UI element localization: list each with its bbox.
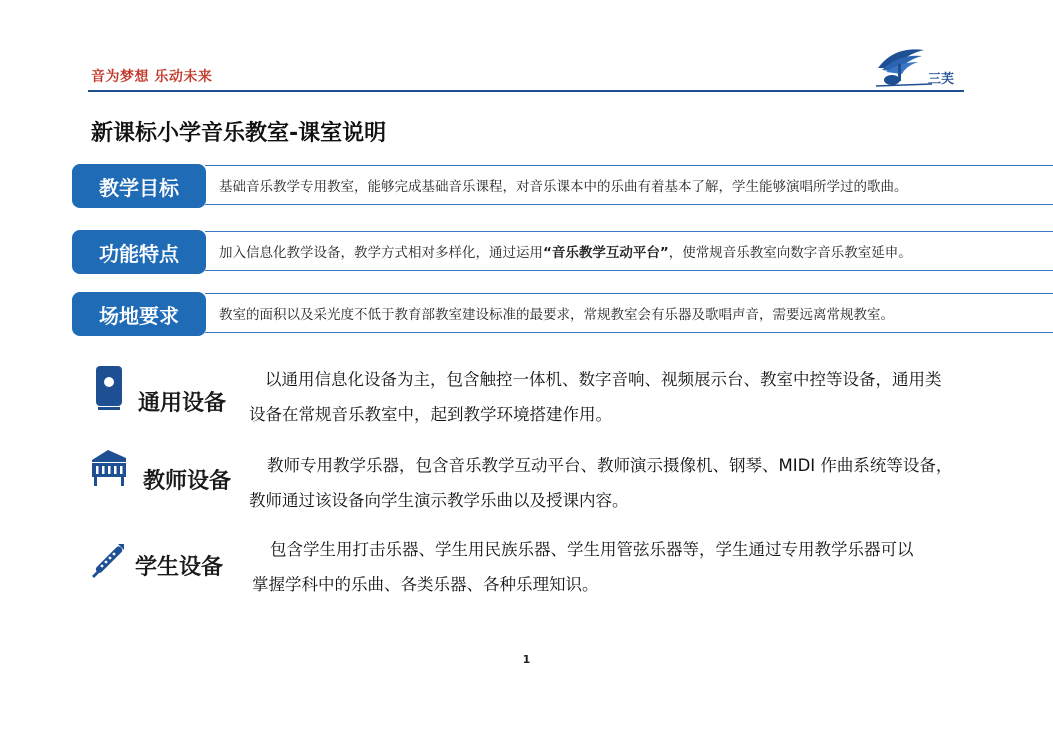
equip-desc-student-line1: 包含学生用打击乐器、学生用民族乐器、学生用管弦乐器等，学生通过专用教学乐器可以 — [270, 540, 914, 559]
tag-teaching-goal: 教学目标 — [72, 164, 206, 208]
speaker-icon — [92, 366, 136, 414]
info-text-venue: 教室的面积以及采光度不低于教育部教室建设标准的最要求，常规教室会有乐器及歌唱声音，需要远离常规教室。 — [205, 293, 1053, 333]
logo-text: 三芙 — [928, 72, 955, 87]
equip-desc-general-line1: 以通用信息化设备为主，包含触控一体机、数字音响、视频展示台、教室中控等设备，通用类 — [265, 370, 942, 389]
equip-desc-general-line2: 设备在常规音乐教室中，起到教学环境搭建作用。 — [249, 405, 612, 424]
equip-desc-teacher-line2: 教师通过该设备向学生演示教学乐曲以及授课内容。 — [249, 491, 629, 510]
equip-desc-student — [252, 532, 992, 602]
features-text-bold: “音乐教学互动平台” — [543, 245, 669, 261]
clarinet-icon — [88, 540, 128, 580]
features-text-post: ，使常规音乐教室向数字音乐教室延申。 — [668, 245, 912, 261]
header-divider — [88, 90, 964, 92]
equip-desc-teacher-line1: 教师专用教学乐器，包含音乐教学互动平台、教师演示摄像机、钢琴、MIDI 作曲系统等设备， — [267, 456, 953, 475]
features-text-pre: 加入信息化教学设备，教学方式相对多样化，通过运用 — [219, 245, 543, 261]
page-title: 新课标小学音乐教室-课室说明 — [91, 121, 387, 146]
page-number: 1 — [522, 653, 531, 666]
tag-features: 功能特点 — [72, 230, 206, 274]
equip-label-teacher: 教师设备 — [143, 469, 232, 494]
equip-label-student: 学生设备 — [135, 555, 224, 580]
header-slogan: 音为梦想 乐动未来 — [91, 69, 213, 85]
info-text-features — [205, 231, 1053, 271]
info-text-teaching-goal: 基础音乐教学专用教室，能够完成基础音乐课程，对音乐课本中的乐曲有着基本了解，学生能够演唱所学过的歌曲。 — [205, 165, 1053, 205]
equip-label-general: 通用设备 — [138, 391, 227, 416]
equip-desc-student-line2: 掌握学科中的乐曲、各类乐器、各种乐理知识。 — [252, 575, 599, 594]
piano-icon — [88, 446, 132, 490]
equip-desc-general — [249, 362, 989, 432]
tag-venue: 场地要求 — [72, 292, 206, 336]
equip-desc-teacher — [249, 448, 989, 518]
